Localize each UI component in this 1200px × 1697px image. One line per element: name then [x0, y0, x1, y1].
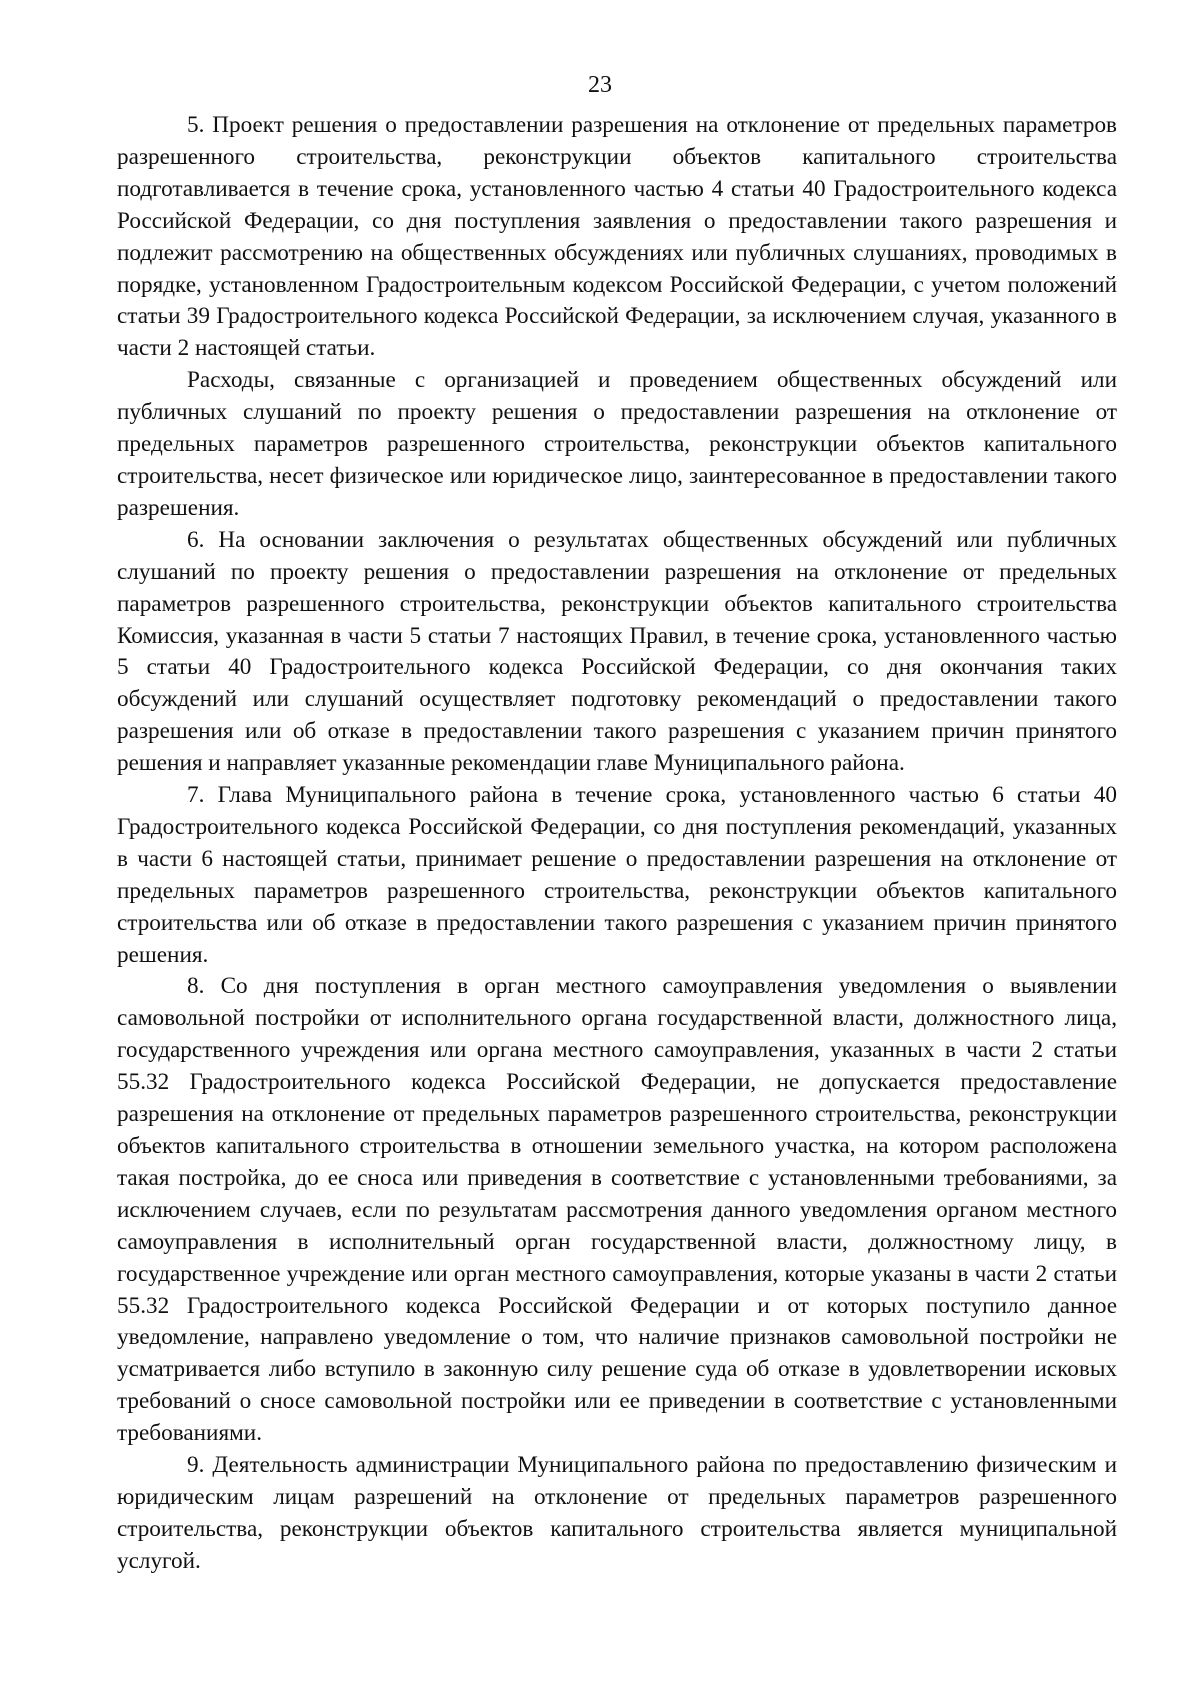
paragraph-9: 9. Деятельность администрации Муниципального района по предоставлению физическим и юридическим лицам разрешений на отклонение от предельных параметров разрешенного строительства, реконструкции объектов капитального строительства является муниципальной услугой. [117, 1452, 1117, 1574]
paragraph-6: 6. На основании заключения о результатах общественных обсуждений или публичных слушаний по проекту решения о предоставлении разрешения на отклонение от предельных параметров разрешенного строительства, реконструкции объектов капитального строительства Комиссия, указанная в части 5 статьи 7 настоящих Правил, в течение срока, установленного частью 5 статьи 40 Градостроительного кодекса Российской Федерации, со дня окончания таких обсуждений или слушаний осуществляет подготовку рекомендаций о предоставлении такого разрешения или об отказе в предоставлении такого разрешения с указанием причин принятого решения и направляет указанные рекомендации главе Муниципального района. [117, 526, 1117, 777]
paragraph-expenses: Расходы, связанные с организацией и проведением общественных обсуждений или публичных слушаний по проекту решения о предоставлении разрешения на отклонение от предельных параметров разрешенного строительства, реконструкции объектов капитального строительства, несет физическое или юридическое лицо, заинтересованное в предоставлении такого разрешения. [117, 367, 1117, 521]
paragraph-5: 5. Проект решения о предоставлении разрешения на отклонение от предельных параметров разрешенного строительства, реконструкции объектов капитального строительства подготавливается в течение срока, установленного частью 4 статьи 40 Градостроительного кодекса Российской Федерации, со дня поступления заявления о предоставлении такого разрешения и подлежит рассмотрению на общественных обсуждениях или публичных слушаниях, проводимых в порядке, установленном Градостроительным кодексом Российской Федерации, с учетом положений статьи 39 Градостроительного кодекса Российской Федерации, за исключением случая, указанного в части 2 настоящей статьи. [117, 112, 1117, 362]
page-number: 23 [588, 72, 612, 98]
paragraph-8: 8. Со дня поступления в орган местного самоуправления уведомления о выявлении самовольной постройки от исполнительного органа государственной власти, должностного лица, государственного учреждения или органа местного самоуправления, указанных в части 2 статьи 55.32 Градостроительного кодекса Российской Федерации, не допускается предоставление разрешения на отклонение от предельных параметров разрешенного строительства, реконструкции объектов капитального строительства в отношении земельного участка, на котором расположена такая постройка, до ее сноса или приведения в соответствие с установленными требованиями, за исключением случаев, если по результатам рассмотрения данного уведомления органом местного самоуправления в исполнительный орган государственной власти, должностному лицу, в государственное учреждение или орган местного самоуправления, которые указаны в части 2 статьи 55.32 Градостроительного кодекса Российской Федерации и от которых поступило данное уведомление, направлено уведомление о том, что наличие признаков самовольной постройки не усматривается либо вступило в законную силу решение суда об отказе в удовлетворении исковых требований о сносе самовольной постройки или ее приведении в соответствие с установленными требованиями. [117, 973, 1117, 1447]
paragraph-7: 7. Глава Муниципального района в течение срока, установленного частью 6 статьи 40 Градостроительного кодекса Российской Федерации, со дня поступления рекомендаций, указанных в части 6 настоящей статьи, принимает решение о предоставлении разрешения на отклонение от предельных параметров разрешенного строительства, реконструкции объектов капитального строительства или об отказе в предоставлении такого разрешения с указанием причин принятого решения. [117, 782, 1117, 968]
document-body [117, 110, 1117, 1578]
